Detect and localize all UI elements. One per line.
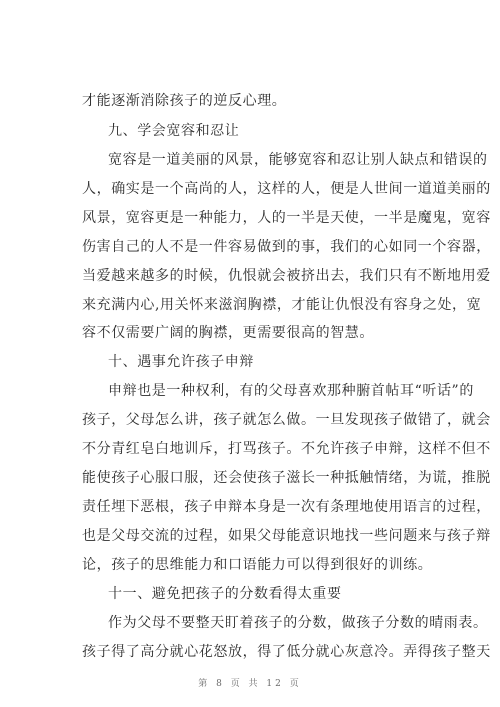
body-line: 宽容是一道美丽的风景，能够宽容和忍让别人缺点和错误的 (108, 152, 488, 168)
body-line: 当爱越来越多的时候，仇恨就会被挤出去，我们只有不断地用爱 (82, 268, 491, 284)
body-line: 才能逐渐消除孩子的逆反心理。 (82, 93, 287, 109)
body-line: 能使孩子心服口服，还会使孩子滋长一种抵触情绪，为谎，推脱 (82, 470, 491, 486)
body-line: 风景，宽容更是一种能力，人的一半是天使，一半是魔鬼，宽容 (82, 210, 491, 226)
body-line: 人，确实是一个高尚的人，这样的人，便是人世间一道道美丽的 (82, 181, 491, 197)
section-heading-11: 十一、避免把孩子的分数看得太重要 (108, 586, 342, 602)
body-line: 来充满内心,用关怀来滋润胸襟，才能让仇恨没有容身之处，宽 (82, 297, 482, 313)
section-heading-10: 十、遇事允许孩子申辩 (108, 354, 254, 370)
body-line: 孩子，父母怎么讲，孩子就怎么做。一旦发现孩子做错了，就会 (82, 412, 491, 428)
page-number-footer: 第 8 页 共 12 页 (198, 679, 302, 689)
body-line: 不分青红皂白地训斥，打骂孩子。不允许孩子申辩，这样不但不 (82, 441, 491, 457)
body-line: 也是父母交流的过程，如果父母能意识地找一些问题来与孩子辩 (82, 528, 491, 544)
body-line: 容不仅需要广阔的胸襟，更需要很高的智慧。 (82, 325, 374, 341)
body-line: 孩子得了高分就心花怒放，得了低分就心灰意冷。弄得孩子整天 (82, 644, 491, 660)
body-line: 作为父母不要整天盯着孩子的分数，做孩子分数的晴雨表。 (108, 615, 488, 631)
body-line: 申辩也是一种权利，有的父母喜欢那种腑首帖耳“听话”的 (108, 383, 474, 399)
body-line: 责任埋下恶根，孩子申辩本身是一次有条理地使用语言的过程， (82, 499, 491, 515)
body-line: 论，孩子的思维能力和口语能力可以得到很好的训练。 (82, 557, 433, 573)
section-heading-9: 九、学会宽容和忍让 (108, 123, 240, 139)
body-line: 伤害自己的人不是一件容易做到的事，我们的心如同一个容器， (82, 239, 491, 255)
